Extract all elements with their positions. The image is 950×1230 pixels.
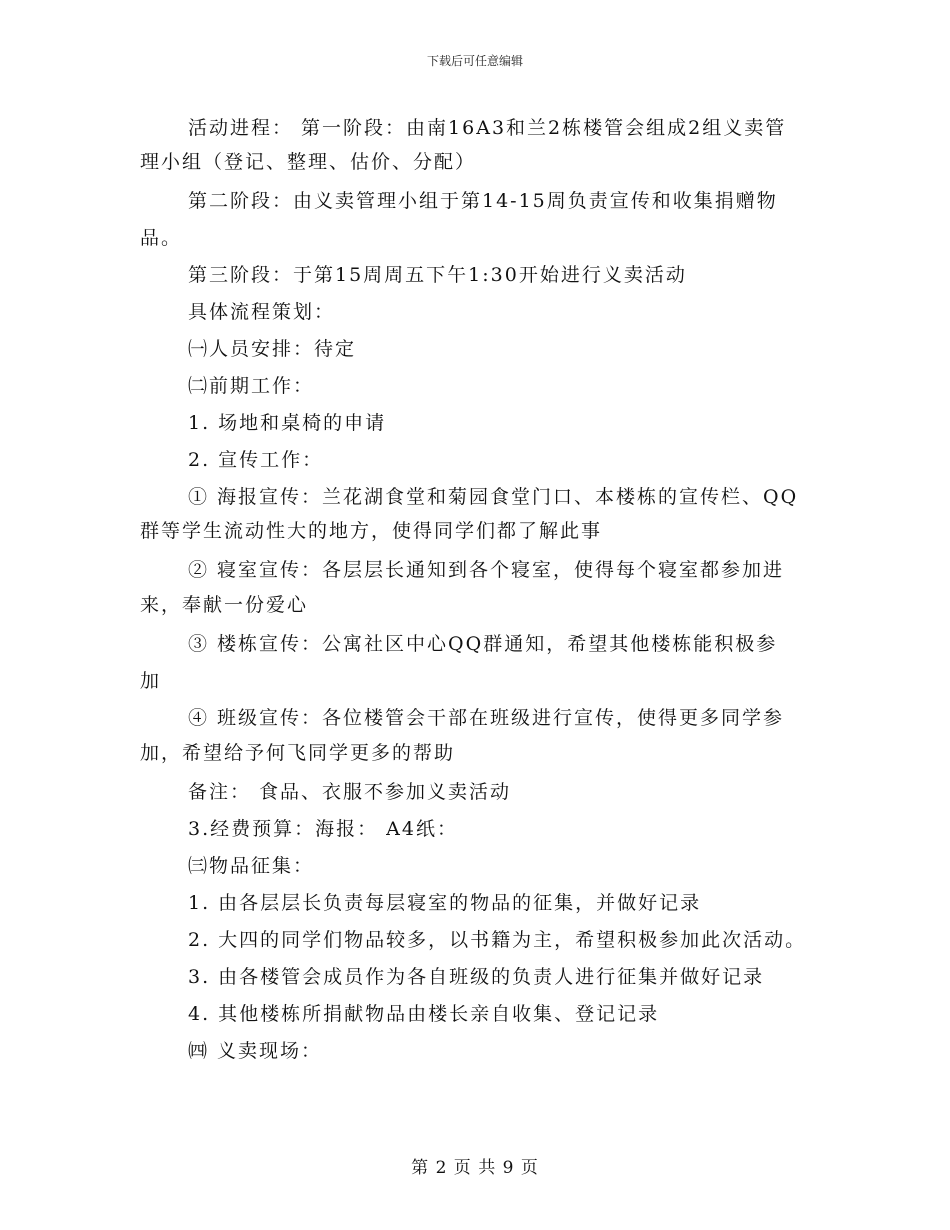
text-line: 具体流程策划： <box>188 301 336 323</box>
text-line: ④ 班级宣传：各位楼管会干部在班级进行宣传，使得更多同学参 <box>188 707 785 729</box>
text-line: ㈢物品征集： <box>188 855 315 877</box>
text-line: 备注： 食品、衣服不参加义卖活动 <box>188 781 512 803</box>
text-line: 2. 宣传工作： <box>188 449 324 471</box>
text-line: ③ 楼栋宣传：公寓社区中心QQ群通知，希望其他楼栋能积极参 <box>188 633 778 655</box>
text-line: 活动进程： 第一阶段：由南16A3和兰2栋楼管会组成2组义卖管 <box>188 117 787 139</box>
text-line: 2. 大四的同学们物品较多，以书籍为主，希望积极参加此次活动。 <box>188 929 807 951</box>
text-line: 第二阶段：由义卖管理小组于第14-15周负责宣传和收集捐赠物 <box>188 190 778 212</box>
text-line: ㈡前期工作： <box>188 375 315 397</box>
text-line: 第三阶段：于第15周周五下午1:30开始进行义卖活动 <box>188 264 687 286</box>
text-line: 理小组（登记、整理、估价、分配） <box>140 151 477 173</box>
text-line: 群等学生流动性大的地方，使得同学们都了解此事 <box>140 520 603 542</box>
text-line: 3.经费预算：海报： A4纸： <box>188 818 458 840</box>
text-line: 1. 场地和桌椅的申请 <box>188 412 387 434</box>
text-line: ㈣ 义卖现场： <box>188 1040 323 1062</box>
text-line: 来，奉献一份爱心 <box>140 594 309 616</box>
text-line: 1. 由各层层长负责每层寝室的物品的征集，并做好记录 <box>188 892 702 914</box>
text-line: 3. 由各楼管会成员作为各自班级的负责人进行征集并做好记录 <box>188 966 765 988</box>
text-line: ① 海报宣传：兰花湖食堂和菊园食堂门口、本楼栋的宣传栏、QQ <box>188 486 799 508</box>
text-line: 加 <box>140 670 162 692</box>
text-line: 加，希望给予何飞同学更多的帮助 <box>140 742 456 764</box>
text-line: 品。 <box>140 227 183 249</box>
text-line: ② 寝室宣传：各层层长通知到各个寝室，使得每个寝室都参加进 <box>188 559 785 581</box>
page-header: 下载后可任意编辑 <box>426 54 523 68</box>
text-line: ㈠人员安排：待定 <box>188 338 357 360</box>
page-number: 第 2 页 共 9 页 <box>411 1158 539 1178</box>
text-line: 4. 其他楼栋所捐献物品由楼长亲自收集、登记记录 <box>188 1003 660 1025</box>
